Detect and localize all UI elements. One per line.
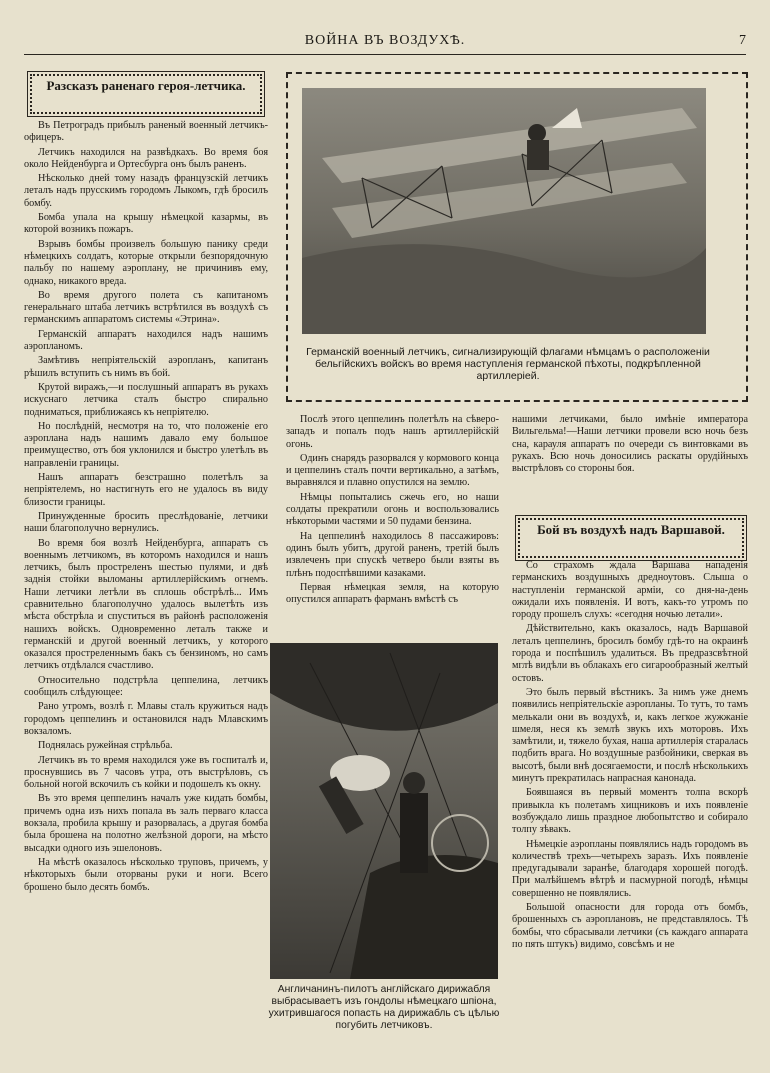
paragraph: Поднялась ружейная стрѣльба. xyxy=(38,740,173,752)
page-number: 7 xyxy=(739,33,746,48)
paragraph: Нѣмецкіе аэропланы появлялись надъ городомъ въ количествѣ трехъ—четырехъ заразъ. Ихъ появленіе предугадывали заранѣе, благодаря хорошей погодѣ. При малѣйшемъ вѣтрѣ и пасмурной погодѣ, нѣмцы совершенно не появлялись. xyxy=(512,838,748,899)
paragraph: Со страхомъ ждала Варшава нападенія германскихъ воздушныхъ дредноутовъ. Слыша о наступленіи германской арміи, со дня-на-день ожидали ихъ появленія. И вотъ, какъ-то утромъ по городу прошелъ слухъ: «сегодня ночью летали». xyxy=(512,560,748,621)
paragraph: Нѣмцы попытались сжечь его, но наши солдаты прекратили огонь и воспользовались нѣкоторыми частями и 50 пудами бензина. xyxy=(286,491,499,528)
running-title: ВОЙНА ВЪ ВОЗДУХѢ. xyxy=(304,33,466,48)
paragraph: Замѣтивъ непріятельскій аэропланъ, капитанъ рѣшилъ вступить съ нимъ въ бой. xyxy=(24,355,268,379)
paragraph: Германскій аппаратъ находился надъ нашимъ аэропланомъ. xyxy=(24,328,268,353)
article-heading-warsaw-battle: Бой въ воздухѣ надъ Варшавой. xyxy=(518,518,744,558)
paragraph: Крутой виражъ,—и послушный аппаратъ въ рукахъ искуснаго летчика сталъ быстро спирально подниматься, приближаясь къ непріятелю. xyxy=(24,381,268,418)
paragraph: Нашъ аппаратъ безстрашно полетѣлъ за непріятелемъ, но настигнуть его не удалось въ виду близости границы. xyxy=(24,472,268,508)
paragraph: На мѣстѣ оказалось нѣсколько труповъ, причемъ, у нѣкоторыхъ были оторваны руки и ноги. Всего брошено было десять бомбъ. xyxy=(24,856,268,893)
paragraph: Летчикъ находился на развѣдкахъ. Во время боя около Нейденбурга и Ортесбурга онъ былъ раненъ. xyxy=(24,146,268,170)
paragraph: Рано утромъ, возлѣ г. Млавы сталъ кружиться надъ городомъ цеппелинъ и остановился надъ Млавскимъ вокзаломъ. xyxy=(24,701,268,737)
paragraph: Во время другого полета съ капитаномъ генеральнаго штаба летчикъ встрѣтился въ воздухѣ съ германскимъ аппаратомъ системы «Этрина». xyxy=(24,289,268,326)
article-continuation-column xyxy=(286,414,499,634)
paragraph: Большой опасности для города отъ бомбъ, брошенныхъ съ аэроплановъ, не представлялось. Тѣ бомбы, что сбрасывали летчики (съ каждаго аппарата по пять штукъ) видимо, совсѣмъ и не xyxy=(512,902,748,950)
paragraph: Въ это время цеппелинъ началъ уже кидать бомбы, причемъ одна изъ нихъ попала въ залъ перваго класса вокзала, пробила крышу и разорвалась, а другая бомба была брошена на полотно желѣзной дороги, на мѣсто высадки одного изъ эшелоновъ. xyxy=(24,793,268,854)
paragraph: Во время боя возлѣ Нейденбурга, аппаратъ съ военнымъ летчикомъ, въ которомъ находился и нашъ летчикъ, былъ простреленъ шестью пулями, и двѣ заднія стойки выломаны артиллерійскимъ огнемъ. Наши летчики летѣли въ сплошь обстрѣлѣ... Имъ сравнительно благополучно удалось вылетѣть изъ мѣста обстрѣла и спуститься въ районѣ расположенія нашихъ войскъ. Одновременно леталъ также и германскій и другой военный летчикъ, у которого оказался простреленнымъ бакъ съ бензиномъ, но самъ летчикъ отдѣлался счастливо. xyxy=(24,537,268,672)
article-continuation-column-2 xyxy=(512,414,748,512)
paragraph: Нѣсколько дней тому назадъ французскій летчикъ леталъ надъ прусскимъ городомъ Лыкомъ, гдѣ бросилъ бомбу. xyxy=(24,173,268,209)
paragraph: Послѣ этого цеппелинъ полетѣлъ на сѣверо-западъ и попалъ подъ нашъ артиллерійскій огонь. xyxy=(286,414,499,450)
paragraph: Дѣйствительно, какъ оказалось, надъ Варшавой леталъ цеппелинъ, бросилъ бомбу гдѣ-то на окраинѣ города и поспѣшилъ удалиться. Въ предразсвѣтной мглѣ видѣли въ облакахъ его сигарообразный желтый остовъ. xyxy=(512,623,748,684)
paragraph: Взрывъ бомбы произвелъ большую панику среди нѣмецкихъ солдатъ, которые открыли безпорядочную пальбу по нашему аэроплану, не причинивъ ему, однако, никакого вреда. xyxy=(24,238,268,287)
photo-german-pilot-signaling xyxy=(302,88,706,334)
paragraph: Летчикъ въ то время находился уже въ госпиталѣ и, проснувшись въ 7 часовъ утра, отъ выстрѣловъ, съ больной ногой вскочилъ съ койки и подошелъ къ окну. xyxy=(24,754,268,791)
paragraph: Но послѣдній, несмотря на то, что положеніе его аэроплана надъ нашимъ давало ему большое преимущество, отъ боя уклонился и быстро улетѣлъ въ направленіи границы. xyxy=(24,420,268,469)
paragraph: Одинъ снарядъ разорвался у кормового конца и цеппелинъ сталъ почти вертикально, а затѣмъ, выравнялся и плавно опустился на землю. xyxy=(286,452,499,489)
paragraph: Въ Петроградъ прибылъ раненый военный летчикъ-офицеръ. xyxy=(24,120,268,144)
article-column-1 xyxy=(24,120,268,1068)
paragraph: На цеппелинѣ находилось 8 пассажировъ: одинъ былъ убитъ, другой раненъ, третій былъ извлеченъ при спускѣ четверо были взяты въ плѣнъ подоспѣвшими казаками. xyxy=(286,530,499,579)
paragraph: Принужденные бросить преслѣдованіе, летчики наши благополучно вернулись. xyxy=(24,510,268,535)
paragraph: Боявшаяся въ первый моментъ толпа вскорѣ привыкла къ полетамъ хищниковъ и ихъ появленіе возбуждало лишь праздное любопытство и собирало толпу зѣвакъ. xyxy=(512,787,748,836)
paragraph: нашими летчиками, было имѣніе императора Вильгельма!—Наши летчики провели всю ночь безъ сна, карауля аппаратъ по очереди съ винтовками въ рукахъ. Всю ночь доносились раскаты орудійныхъ выстрѣловъ со стороны боя. xyxy=(512,414,748,475)
paragraph: Относительно подстрѣла цеппелина, летчикъ сообщилъ слѣдующее: xyxy=(24,674,268,699)
figure-caption-1: Германскій военный летчикъ, сигнализирующій флагами нѣмцамъ о расположеніи бельгійскихъ войскъ во время наступленія германской пѣхоты, подкрѣпленной артиллеріей. xyxy=(306,346,710,382)
figure-caption-2: Англичанинъ-пилотъ англійскаго дирижабля выбрасываетъ изъ гондолы нѣмецкаго шпіона, ухитрившагося попасть на дирижабль съ цѣлью погубить летчиковъ. xyxy=(268,984,500,1031)
paragraph: Бомба упала на крышу нѣмецкой казармы, въ которой возникъ пожаръ. xyxy=(24,212,268,236)
article-heading-wounded-pilot: Разсказъ раненаго героя-летчика. xyxy=(30,74,262,114)
photo-airship-spy xyxy=(270,643,498,979)
page-header xyxy=(24,28,746,55)
paragraph: Это былъ первый вѣстникъ. За нимъ уже днемъ появились непріятельскіе аэропланы. То тутъ, то тамъ мелькали они въ воздухѣ, и, какъ легкое жужжаніе шмеля, неся къ землѣ звукъ ихъ моторовъ. Ихъ замѣтили, и, тяжело бухая, наша артиллерія старалась подбить врага. Но воздушные разбойники, сверкая въ высотѣ, были внѣ досягаемости, и послѣ нѣсколькихъ минутъ прекратилась напрасная канонада. xyxy=(512,686,748,785)
paragraph: Первая нѣмецкая земля, на которую опустился аппаратъ фарманъ вмѣстѣ съ xyxy=(286,581,499,606)
article-column-warsaw xyxy=(512,560,748,1068)
